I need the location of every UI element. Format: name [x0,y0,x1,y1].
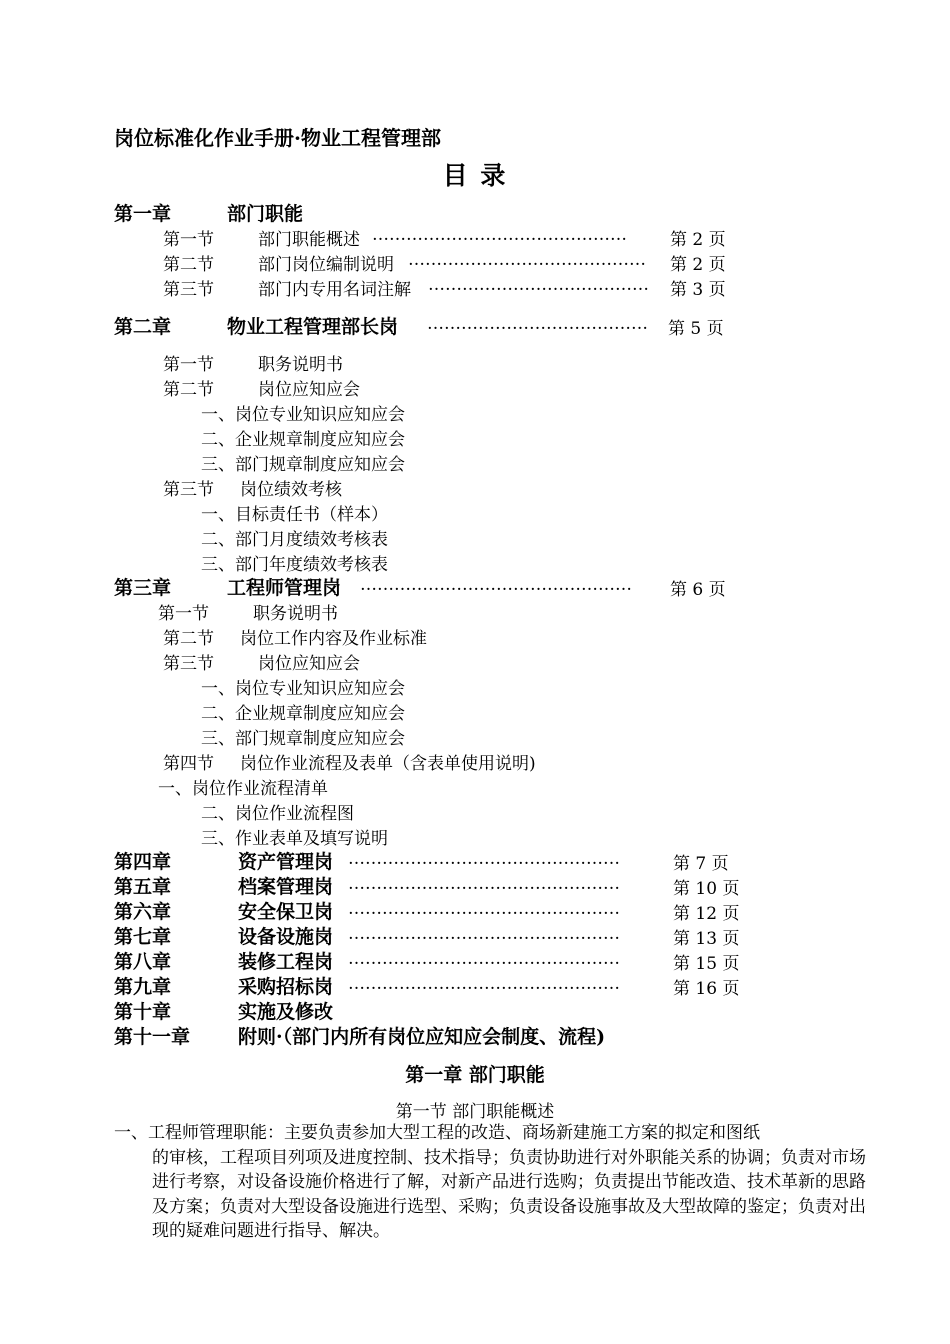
toc-section-title: 岗位应知应会 [258,654,360,674]
paragraph-first-line: 一、工程师管理职能：主要负责参加大型工程的改造、商场新建施工方案的拟定和图纸 [114,1123,760,1143]
toc-page-number: 第 3 页 [670,280,726,300]
toc-chapter-title: 物业工程管理部长岗 [227,316,399,338]
toc-page-number: 第 6 页 [670,580,726,600]
toc-chapter-title: 设备设施岗 [238,926,334,948]
toc-section-num: 第二节 [163,255,214,275]
toc-chapter-num: 第十章 [114,1001,172,1023]
toc-section-title: 部门内专用名词注解 [258,280,411,300]
toc-section-title: 部门岗位编制说明 [258,255,394,275]
toc-leader-dots: ………………………………………… [360,575,632,595]
toc-leader-dots: ………………………………………… [348,899,620,919]
toc-chapter-num: 第五章 [114,876,172,898]
toc-section-num: 第一节 [163,355,214,375]
toc-page-number: 第 2 页 [670,230,726,250]
toc-heading: 目 录 [442,161,508,190]
chapter-heading: 第一章 部门职能 [405,1064,545,1086]
toc-page-number: 第 5 页 [668,319,724,339]
toc-chapter-title: 档案管理岗 [238,876,334,898]
toc-item: 二、企业规章制度应知应会 [201,430,405,450]
toc-section-num: 第三节 [163,280,214,300]
toc-item: 二、岗位作业流程图 [201,804,354,824]
toc-page-number: 第 7 页 [673,854,729,874]
toc-section-num: 第二节 [163,629,214,649]
toc-item: 一、岗位专业知识应知应会 [201,405,405,425]
toc-section-title: 职务说明书 [253,604,338,624]
toc-chapter-num: 第三章 [114,577,172,599]
toc-page-number: 第 15 页 [673,954,740,974]
toc-leader-dots: ……………………………………… [372,225,627,245]
body-paragraph [114,1121,874,1244]
document-title: 岗位标准化作业手册·物业工程管理部 [114,126,441,150]
toc-leader-dots: ………………………………… [428,275,649,295]
toc-chapter-title: 资产管理岗 [238,851,334,873]
toc-chapter-title: 装修工程岗 [238,951,334,973]
toc-leader-dots: ………………………………………… [348,949,620,969]
toc-item: 二、企业规章制度应知应会 [201,704,405,724]
toc-leader-dots: ………………………………………… [348,874,620,894]
toc-page-number: 第 16 页 [673,979,740,999]
toc-leader-dots: ………………………………………… [348,974,620,994]
paragraph-continuation: 的审核，工程项目列项及进度控制、技术指导；负责协助进行对外职能关系的协调；负责对市场进行考察，对设备设施价格进行了解，对新产品进行选购；负责提出节能改造、技术革新的思路及方案；负责对大型设备设施进行选型、采购；负责设备设施事故及大型故障的鉴定；负责对出现的疑难问题进行指导、解决。 [152,1147,866,1241]
toc-section-title: 部门职能概述 [258,230,360,250]
toc-section-num: 第三节 [163,480,214,500]
toc-item: 三、部门规章制度应知应会 [201,729,405,749]
toc-leader-dots: …………………………………… [408,250,646,270]
toc-chapter-num: 第十一章 [114,1026,191,1048]
toc-chapter-title: 工程师管理岗 [227,577,342,599]
toc-page-number: 第 12 页 [673,904,740,924]
toc-chapter-title: 采购招标岗 [238,976,334,998]
toc-section-num: 第一节 [163,230,214,250]
toc-section-title: 岗位作业流程及表单（含表单使用说明) [240,754,536,774]
toc-section-num: 第二节 [163,380,214,400]
toc-section-title: 岗位应知应会 [258,380,360,400]
toc-section-num: 第四节 [163,754,214,774]
toc-chapter-num: 第八章 [114,951,172,973]
toc-leader-dots: ………………………………………… [348,849,620,869]
toc-chapter-num: 第一章 [114,203,172,225]
toc-chapter-num: 第七章 [114,926,172,948]
section-heading: 第一节 部门职能概述 [395,1102,555,1122]
toc-chapter-title: 部门职能 [227,203,304,225]
toc-section-title: 岗位工作内容及作业标准 [240,629,427,649]
toc-leader-dots: ………………………………………… [348,924,620,944]
toc-section-title: 岗位绩效考核 [240,480,342,500]
toc-item: 三、部门规章制度应知应会 [201,455,405,475]
toc-item: 一、目标责任书（样本） [201,505,388,525]
toc-leader-dots: ………………………………… [427,314,648,334]
toc-item: 三、部门年度绩效考核表 [201,555,388,575]
toc-item: 二、部门月度绩效考核表 [201,530,388,550]
toc-chapter-num: 第二章 [114,316,172,338]
toc-item: 一、岗位专业知识应知应会 [201,679,405,699]
toc-section-num: 第一节 [158,604,209,624]
toc-chapter-title: 安全保卫岗 [238,901,334,923]
toc-section-title: 职务说明书 [258,355,343,375]
toc-item: 三、作业表单及填写说明 [201,829,388,849]
toc-page-number: 第 10 页 [673,879,740,899]
toc-chapter-title: 附则·（部门内所有岗位应知应会制度、流程) [238,1026,606,1048]
toc-page-number: 第 2 页 [670,255,726,275]
toc-chapter-num: 第六章 [114,901,172,923]
toc-page-number: 第 13 页 [673,929,740,949]
toc-chapter-title: 实施及修改 [238,1001,334,1023]
toc-chapter-num: 第四章 [114,851,172,873]
toc-section-num: 第三节 [163,654,214,674]
toc-chapter-num: 第九章 [114,976,172,998]
toc-item: 一、岗位作业流程清单 [158,779,328,799]
